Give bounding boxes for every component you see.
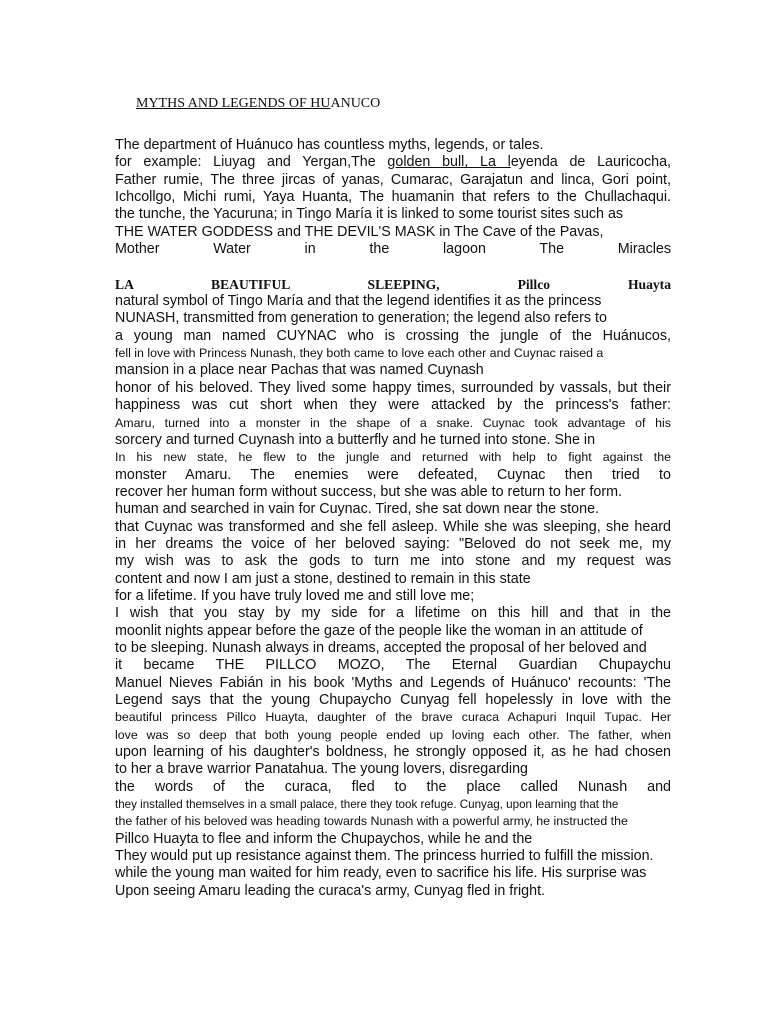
body-line: the words of the curaca, fled to the place called Nunash and xyxy=(115,778,671,795)
body-line-text: eyenda de Lauricocha, xyxy=(510,154,671,171)
body-line: my wish was to ask the gods to turn me into stone and my request was xyxy=(115,553,671,570)
body-line: while the young man waited for him ready, even to sacrifice his life. His surprise was xyxy=(115,865,647,882)
body-line-text: for example: Liuyag and Yergan,The xyxy=(115,154,388,171)
body-line: content and now I am just a stone, destined to remain in this state xyxy=(115,570,531,587)
body-line: THE WATER GODDESS and THE DEVIL'S MASK in The Cave of the Pavas, xyxy=(115,223,604,240)
body-line: recover her human form without success, but she was able to return to her form. xyxy=(115,483,622,500)
body-line: they installed themselves in a small palace, there they took refuge. Cunyag, upon learning that the xyxy=(115,798,619,812)
document-title xyxy=(136,96,380,112)
document-body xyxy=(115,137,671,900)
body-line: They would put up resistance against them. The princess hurried to fulfill the mission. xyxy=(115,848,654,865)
body-line: Father rumie, The three jircas of yanas, Cumarac, Garajatun and linca, Gori point, xyxy=(115,171,671,188)
body-line: sorcery and turned Cuynash into a butterfly and he turned into stone. She in xyxy=(115,431,596,448)
body-line: Upon seeing Amaru leading the curaca's army, Cunyag fled in fright. xyxy=(115,882,546,899)
body-line: human and searched in vain for Cuynac. Tired, she sat down near the stone. xyxy=(115,501,599,518)
body-line: monster Amaru. The enemies were defeated, Cuynac then tried to xyxy=(115,466,671,483)
body-line: Pillco Huayta to flee and inform the Chupaychos, while he and the xyxy=(115,830,533,847)
paragraph-gap xyxy=(115,258,671,275)
title-rest: ANUCO xyxy=(330,96,381,111)
body-line: Mother Water in the lagoon The Miracles xyxy=(115,241,671,258)
body-line: I wish that you stay by my side for a lifetime on this hill and that in the xyxy=(115,605,671,622)
body-line: Legend says that the young Chupaycho Cunyag fell hopelessly in love with the xyxy=(115,692,671,708)
body-line: that Cuynac was transformed and she fell asleep. While she was sleeping, she heard xyxy=(115,518,671,535)
body-line: in her dreams the voice of her beloved saying: "Beloved do not seek me, my xyxy=(115,535,671,552)
body-line: the tunche, the Yacuruna; in Tingo María it is linked to some tourist sites such as xyxy=(115,206,624,223)
body-line: mansion in a place near Pachas that was named Cuynash xyxy=(115,362,484,379)
body-line: to be sleeping. Nunash always in dreams, accepted the proposal of her beloved and xyxy=(115,639,647,656)
body-line: the father of his beloved was heading towards Nunash with a powerful army, he instructed the xyxy=(115,814,628,829)
title-underlined: MYTHS AND LEGENDS OF HU xyxy=(136,96,331,111)
body-line: fell in love with Princess Nunash, they both came to love each other and Cuynac raised a xyxy=(115,346,604,361)
body-line: Amaru, turned into a monster in the shape of a snake. Cuynac took advantage of his xyxy=(115,415,671,430)
body-line: beautiful princess Pillco Huayta, daughter of the brave curaca Achapuri Inquil Tupac. Her xyxy=(115,710,671,725)
body-line: happiness was cut short when they were attacked by the princess's father: xyxy=(115,397,671,414)
body-line: love was so deep that both young people ended up loving each other. The father, when xyxy=(115,727,671,742)
body-line: for a lifetime. If you have truly loved me and still love me; xyxy=(115,587,475,604)
body-line: it became THE PILLCO MOZO, The Eternal Guardian Chupaychu xyxy=(115,657,671,674)
body-line xyxy=(115,154,671,171)
body-line: In his new state, he flew to the jungle and returned with help to fight against the xyxy=(115,450,671,465)
body-line: to her a brave warrior Panatahua. The young lovers, disregarding xyxy=(115,761,528,778)
body-line: Manuel Nieves Fabián in his book 'Myths and Legends of Huánuco' recounts: 'The xyxy=(115,674,671,691)
body-line: LA BEAUTIFUL SLEEPING, Pillco Huayta xyxy=(115,276,671,292)
underlined-text: golden bull, La l xyxy=(387,154,511,171)
body-line: The department of Huánuco has countless myths, legends, or tales. xyxy=(115,137,544,153)
body-line: honor of his beloved. They lived some happy times, surrounded by vassals, but their xyxy=(115,379,671,396)
body-line: a young man named CUYNAC who is crossing the jungle of the Huánucos, xyxy=(115,327,671,344)
body-line: Ichcollgo, Michi rumi, Yaya Huanta, The huamanin that refers to the Chullachaqui. xyxy=(115,189,671,206)
body-line: upon learning of his daughter's boldness, he strongly opposed it, as he had chosen xyxy=(115,744,671,761)
body-line: natural symbol of Tingo María and that the legend identifies it as the princess xyxy=(115,293,602,310)
body-line: NUNASH, transmitted from generation to generation; the legend also refers to xyxy=(115,310,607,327)
body-line: moonlit nights appear before the gaze of the people like the woman in an attitude of xyxy=(115,622,643,639)
